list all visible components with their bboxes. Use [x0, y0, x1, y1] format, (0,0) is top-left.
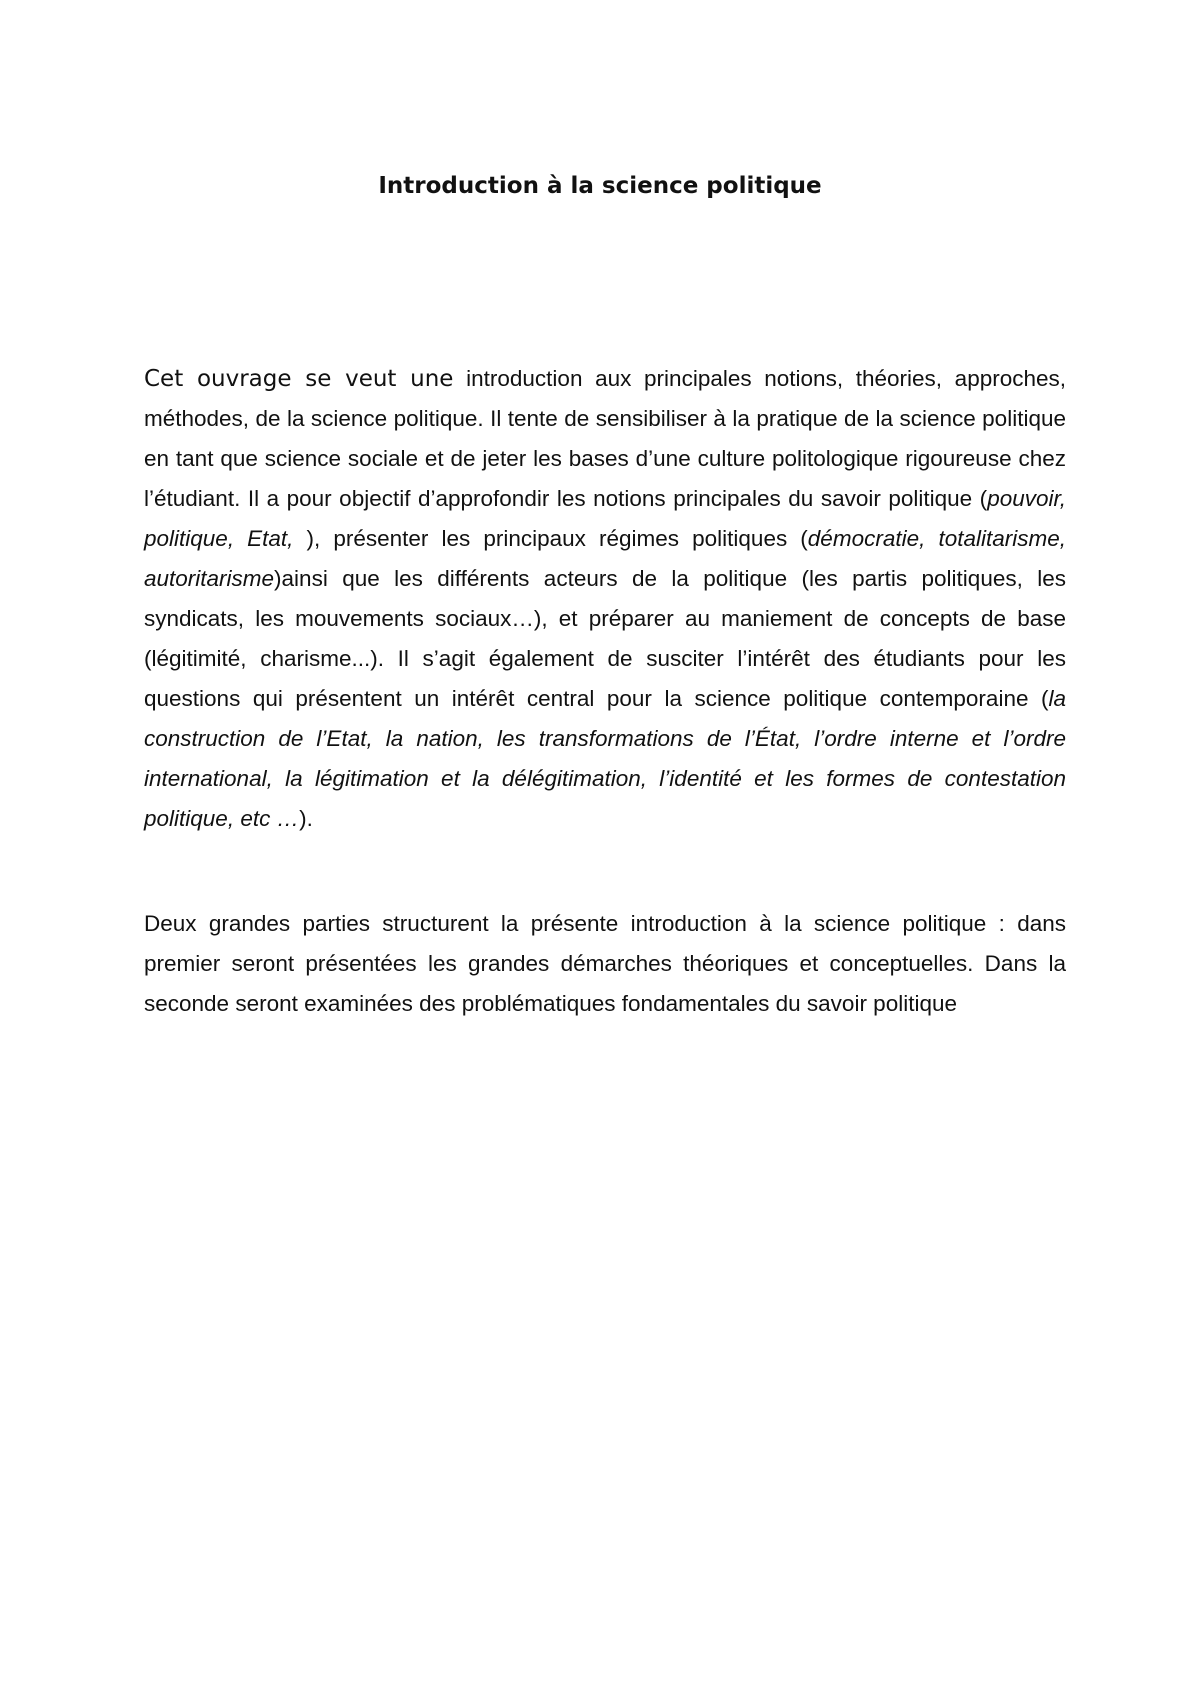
- intro-italic-1: pouvoir, politique, Etat,: [144, 486, 1066, 551]
- intro-text-1: introduction aux principales notions, théories, approches, méthodes, de la science politique. Il tente de sensibiliser à la pratique de la science politique en tant que science sociale et de jeter les bases d’une culture politologique rigoureuse chez l’étudiant. Il a pour objectif d’approfondir les notions principales du savoir politique (: [144, 366, 1067, 511]
- intro-paragraph: [144, 359, 1066, 839]
- structure-paragraph: Deux grandes parties structurent la présente introduction à la science politique : dans premier seront présentées les grandes démarches théoriques et conceptuelles. Dans la seconde seront examinées des problématiques fondamentales du savoir politique: [144, 911, 1066, 1016]
- intro-italic-2: démocratie, totalitarisme, autoritarisme: [144, 526, 1066, 591]
- document-title: Introduction à la science politique: [378, 173, 822, 199]
- intro-text-3: )ainsi que les différents acteurs de la politique (les partis politiques, les syndicats, les mouvements sociaux…), et préparer au maniement de concepts de base (légitimité, charisme...). Il s’agit également de susciter l’intérêt des étudiants pour les questions qui présentent un intérêt central pour la science politique contemporaine (: [144, 566, 1066, 711]
- intro-text-4: ).: [299, 806, 313, 831]
- intro-lead: Cet ouvrage se veut une: [144, 366, 454, 392]
- intro-text-2: ), présenter les principaux régimes politiques (: [306, 526, 808, 551]
- intro-italic-3: la construction de l’Etat, la nation, les transformations de l’État, l’ordre interne et l’ordre international, la légitimation et la délégitimation, l’identité et les formes de contestation politique, etc …: [144, 686, 1066, 831]
